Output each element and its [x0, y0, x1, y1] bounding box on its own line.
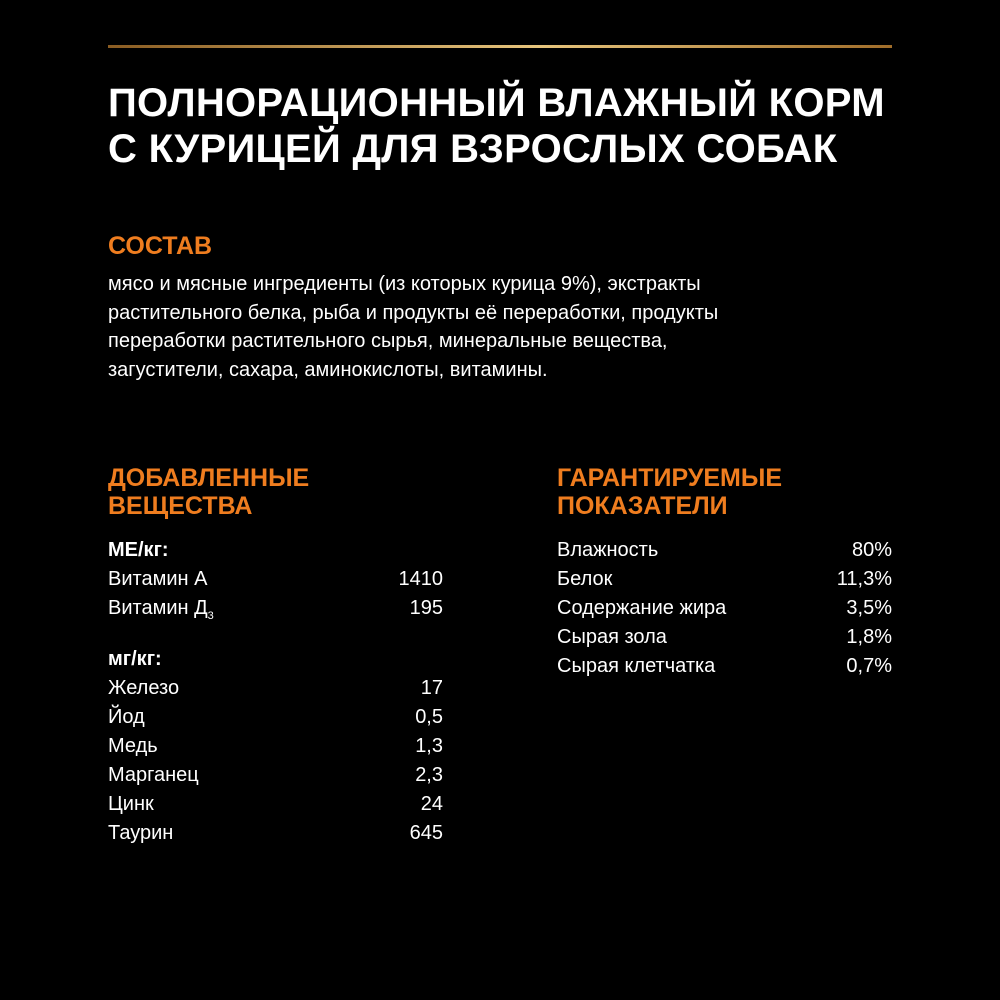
- additive-row-vitamin-d3: [108, 594, 443, 623]
- additive-row-zinc: [108, 790, 443, 819]
- additives-heading-line-1: ДОБАВЛЕННЫЕ: [108, 464, 310, 492]
- additive-value: 24: [420, 793, 443, 815]
- additive-label: Витамин А: [108, 568, 208, 590]
- composition-line: растительного белка, рыба и продукты её переработки, продукты: [108, 301, 719, 324]
- additive-label: Йод: [108, 706, 145, 728]
- additive-row-iron: [108, 674, 443, 703]
- additives-heading-line-2: ВЕЩЕСТВА: [108, 492, 253, 520]
- guaranteed-value: 11,3%: [836, 568, 892, 590]
- additive-label: Медь: [108, 735, 158, 757]
- additive-row-copper: [108, 732, 443, 761]
- additive-value: 1410: [398, 568, 443, 590]
- unit-label-iu-per-kg: МЕ/кг:: [108, 539, 169, 561]
- guaranteed-label: Влажность: [557, 539, 659, 561]
- guaranteed-value: 80%: [851, 539, 892, 561]
- guaranteed-table: [557, 536, 892, 681]
- subscript: 3: [207, 610, 214, 622]
- additive-value: 17: [420, 677, 443, 699]
- additive-label: Цинк: [108, 793, 154, 815]
- guaranteed-value: 0,7%: [846, 655, 892, 677]
- guaranteed-label: Сырая зола: [557, 626, 667, 648]
- additive-value: 2,3: [415, 764, 443, 786]
- additive-label-text: Витамин Д: [108, 597, 208, 619]
- composition-line: загустители, сахара, аминокислоты, витамины.: [108, 358, 548, 381]
- guaranteed-heading-line-1: ГАРАНТИРУЕМЫЕ: [557, 464, 783, 492]
- composition-line: переработки растительного сырья, минеральные вещества,: [108, 330, 668, 352]
- additive-label: Железо: [108, 677, 180, 699]
- additive-value: 645: [409, 822, 443, 844]
- guaranteed-value: 1,8%: [846, 626, 892, 648]
- additives-table: [108, 536, 443, 848]
- additive-label: Марганец: [108, 764, 199, 786]
- unit-label-mg-per-kg: мг/кг:: [108, 648, 162, 670]
- composition-heading: СОСТАВ: [108, 232, 213, 260]
- guaranteed-row-fiber: [557, 652, 892, 681]
- additive-value: 195: [409, 597, 443, 619]
- additives-heading: [108, 464, 309, 520]
- additive-row-iodine: [108, 703, 443, 732]
- additive-row-taurine: [108, 819, 443, 848]
- guaranteed-row-fat: [557, 594, 892, 623]
- guaranteed-label: Сырая клетчатка: [557, 655, 716, 677]
- product-title-line-2: С КУРИЦЕЙ ДЛЯ ВЗРОСЛЫХ СОБАК: [108, 127, 838, 171]
- guaranteed-value: 3,5%: [846, 597, 892, 619]
- additive-value: 1,3: [415, 735, 443, 757]
- additive-label: [108, 594, 214, 623]
- additive-row-manganese: [108, 761, 443, 790]
- composition-text: [108, 270, 868, 384]
- guaranteed-heading-line-2: ПОКАЗАТЕЛИ: [557, 492, 728, 520]
- guaranteed-label: Содержание жира: [557, 597, 727, 619]
- additive-label: Таурин: [108, 822, 174, 844]
- additive-row-vitamin-a: [108, 565, 443, 594]
- additive-value: 0,5: [415, 706, 443, 728]
- guaranteed-heading: [557, 464, 782, 520]
- gold-divider-line: [108, 45, 892, 48]
- guaranteed-row-ash: [557, 623, 892, 652]
- product-title-line-1: ПОЛНОРАЦИОННЫЙ ВЛАЖНЫЙ КОРМ: [108, 81, 885, 125]
- guaranteed-row-protein: [557, 565, 892, 594]
- product-title: [108, 80, 908, 172]
- composition-line: мясо и мясные ингредиенты (из которых курица 9%), экстракты: [108, 273, 701, 295]
- guaranteed-label: Белок: [557, 568, 613, 590]
- guaranteed-row-moisture: [557, 536, 892, 565]
